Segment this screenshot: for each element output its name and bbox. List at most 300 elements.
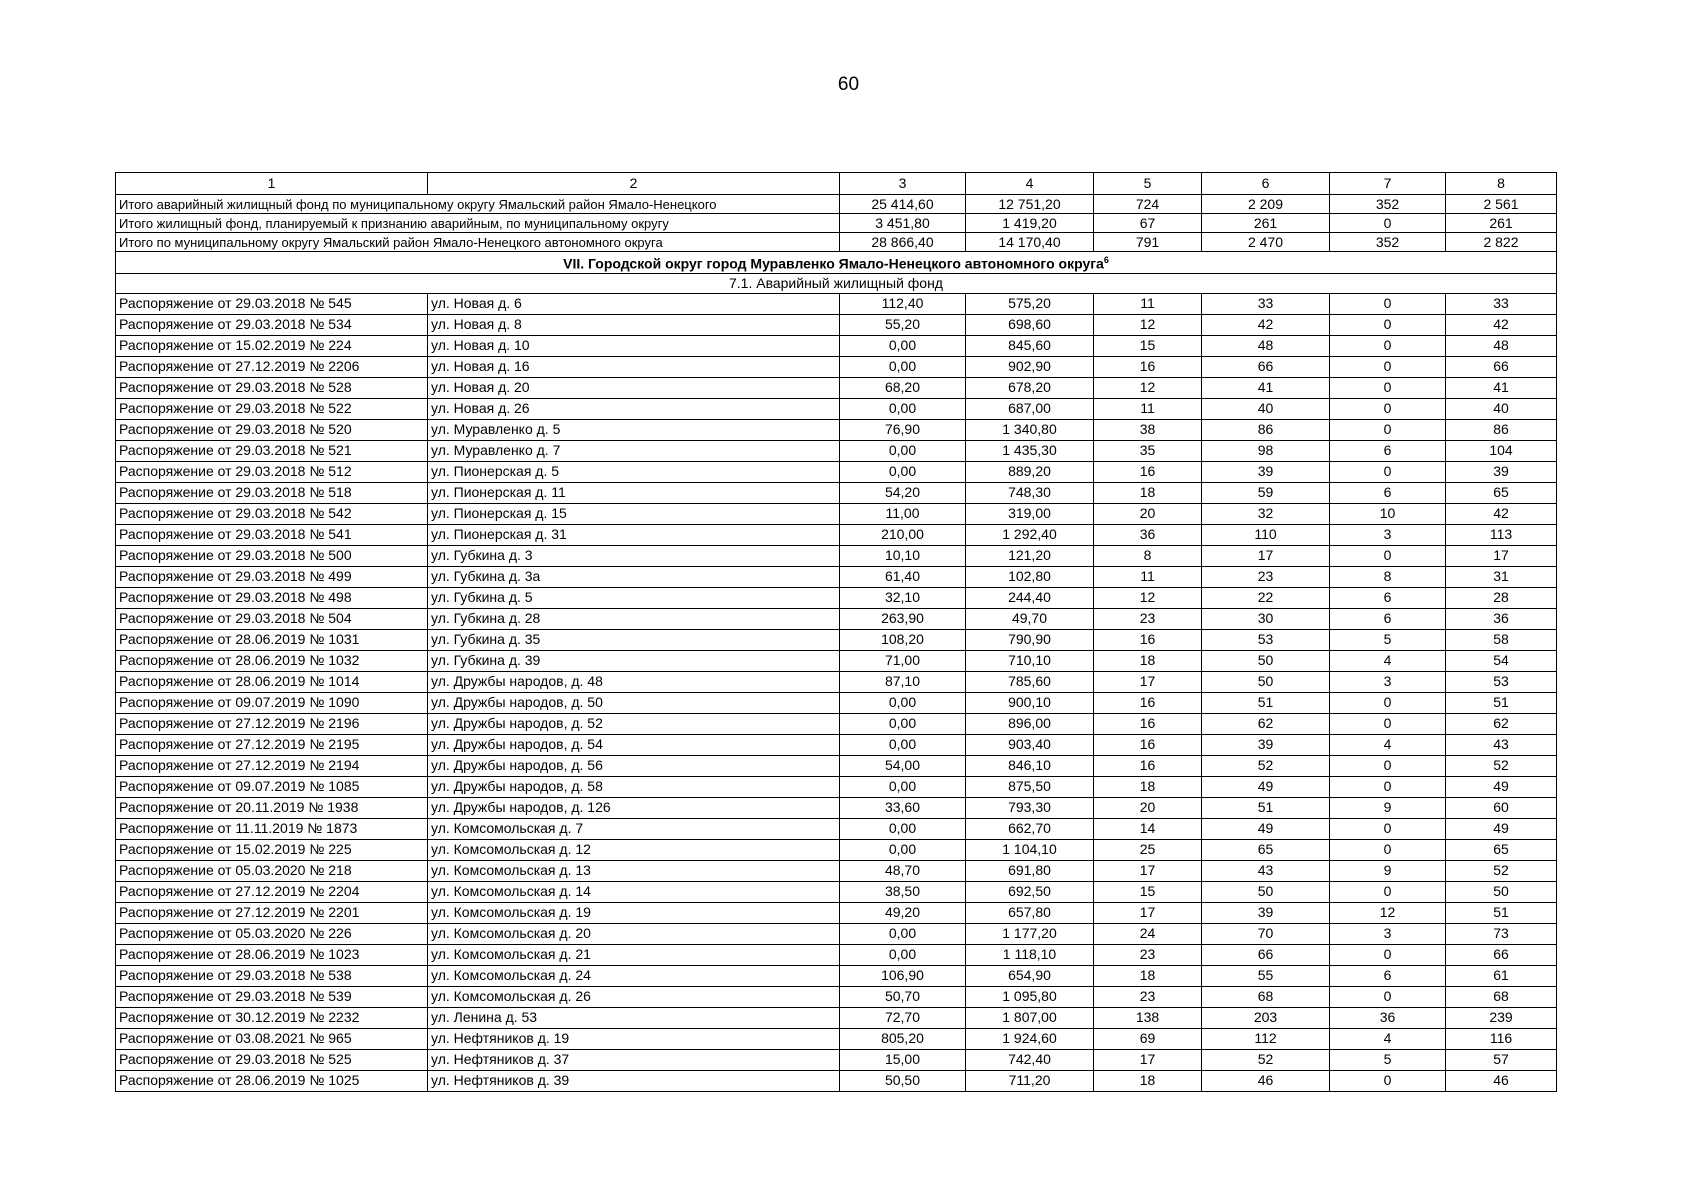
value-cell: 68 (1446, 986, 1557, 1007)
address-cell: ул. Комсомольская д. 19 (428, 902, 840, 923)
value-cell: 51 (1202, 692, 1330, 713)
table-row (116, 965, 1557, 986)
value-cell: 66 (1446, 944, 1557, 965)
summary-cell: 14 170,40 (966, 233, 1094, 252)
value-cell: 710,10 (966, 650, 1094, 671)
order-cell: Распоряжение от 29.03.2018 № 522 (116, 398, 428, 419)
table-row (116, 587, 1557, 608)
table-row (116, 776, 1557, 797)
address-cell: ул. Дружбы народов, д. 58 (428, 776, 840, 797)
address-cell: ул. Нефтяников д. 39 (428, 1070, 840, 1091)
order-cell: Распоряжение от 11.11.2019 № 1873 (116, 818, 428, 839)
address-cell: ул. Новая д. 8 (428, 314, 840, 335)
order-cell: Распоряжение от 05.03.2020 № 218 (116, 860, 428, 881)
value-cell: 0 (1330, 713, 1446, 734)
value-cell: 32 (1202, 503, 1330, 524)
value-cell: 39 (1446, 461, 1557, 482)
address-cell: ул. Дружбы народов, д. 56 (428, 755, 840, 776)
value-cell: 33,60 (840, 797, 966, 818)
order-cell: Распоряжение от 30.12.2019 № 2232 (116, 1007, 428, 1028)
value-cell: 51 (1446, 902, 1557, 923)
value-cell: 86 (1202, 419, 1330, 440)
value-cell: 15,00 (840, 1049, 966, 1070)
value-cell: 22 (1202, 587, 1330, 608)
order-cell: Распоряжение от 15.02.2019 № 224 (116, 335, 428, 356)
value-cell: 57 (1446, 1049, 1557, 1070)
value-cell: 846,10 (966, 755, 1094, 776)
value-cell: 40 (1202, 398, 1330, 419)
value-cell: 121,20 (966, 545, 1094, 566)
value-cell: 112 (1202, 1028, 1330, 1049)
order-cell: Распоряжение от 28.06.2019 № 1023 (116, 944, 428, 965)
value-cell: 0 (1330, 314, 1446, 335)
column-header: 4 (966, 173, 1094, 195)
value-cell: 0 (1330, 692, 1446, 713)
order-cell: Распоряжение от 29.03.2018 № 539 (116, 986, 428, 1007)
value-cell: 17 (1446, 545, 1557, 566)
value-cell: 68 (1202, 986, 1330, 1007)
value-cell: 102,80 (966, 566, 1094, 587)
address-cell: ул. Губкина д. 3а (428, 566, 840, 587)
order-cell: Распоряжение от 29.03.2018 № 520 (116, 419, 428, 440)
address-cell: ул. Дружбы народов, д. 54 (428, 734, 840, 755)
order-cell: Распоряжение от 29.03.2018 № 500 (116, 545, 428, 566)
value-cell: 0,00 (840, 839, 966, 860)
table-row (116, 755, 1557, 776)
order-cell: Распоряжение от 28.06.2019 № 1032 (116, 650, 428, 671)
value-cell: 18 (1094, 482, 1202, 503)
value-cell: 575,20 (966, 293, 1094, 314)
value-cell: 60 (1446, 797, 1557, 818)
value-cell: 23 (1094, 608, 1202, 629)
table-row (116, 944, 1557, 965)
table-row (116, 608, 1557, 629)
address-cell: ул. Новая д. 16 (428, 356, 840, 377)
order-cell: Распоряжение от 29.03.2018 № 534 (116, 314, 428, 335)
table-row (116, 440, 1557, 461)
value-cell: 12 (1094, 314, 1202, 335)
value-cell: 53 (1202, 629, 1330, 650)
value-cell: 10,10 (840, 545, 966, 566)
table-row (116, 356, 1557, 377)
value-cell: 1 177,20 (966, 923, 1094, 944)
summary-row (116, 214, 1557, 233)
value-cell: 691,80 (966, 860, 1094, 881)
table-row (116, 734, 1557, 755)
order-cell: Распоряжение от 29.03.2018 № 542 (116, 503, 428, 524)
order-cell: Распоряжение от 29.03.2018 № 528 (116, 377, 428, 398)
address-cell: ул. Ленина д. 53 (428, 1007, 840, 1028)
value-cell: 43 (1202, 860, 1330, 881)
value-cell: 903,40 (966, 734, 1094, 755)
summary-label: Итого аварийный жилищный фонд по муниципальному округу Ямальский район Ямало-Ненецкого (116, 195, 840, 214)
value-cell: 48,70 (840, 860, 966, 881)
value-cell: 20 (1094, 503, 1202, 524)
value-cell: 1 340,80 (966, 419, 1094, 440)
value-cell: 793,30 (966, 797, 1094, 818)
summary-cell: 791 (1094, 233, 1202, 252)
order-cell: Распоряжение от 29.03.2018 № 512 (116, 461, 428, 482)
value-cell: 38 (1094, 419, 1202, 440)
value-cell: 43 (1446, 734, 1557, 755)
value-cell: 59 (1202, 482, 1330, 503)
value-cell: 17 (1094, 860, 1202, 881)
value-cell: 40 (1446, 398, 1557, 419)
order-cell: Распоряжение от 28.06.2019 № 1014 (116, 671, 428, 692)
value-cell: 0,00 (840, 692, 966, 713)
summary-row (116, 233, 1557, 252)
value-cell: 41 (1446, 377, 1557, 398)
value-cell: 4 (1330, 650, 1446, 671)
value-cell: 30 (1202, 608, 1330, 629)
page-number: 60 (837, 74, 860, 95)
order-cell: Распоряжение от 28.06.2019 № 1025 (116, 1070, 428, 1091)
value-cell: 18 (1094, 965, 1202, 986)
value-cell: 12 (1330, 902, 1446, 923)
value-cell: 244,40 (966, 587, 1094, 608)
value-cell: 3 (1330, 923, 1446, 944)
summary-row (116, 195, 1557, 214)
value-cell: 39 (1202, 461, 1330, 482)
value-cell: 50,70 (840, 986, 966, 1007)
column-header: 5 (1094, 173, 1202, 195)
table-row (116, 1070, 1557, 1091)
value-cell: 0 (1330, 776, 1446, 797)
address-cell: ул. Дружбы народов, д. 126 (428, 797, 840, 818)
table-row (116, 1049, 1557, 1070)
value-cell: 0 (1330, 881, 1446, 902)
order-cell: Распоряжение от 29.03.2018 № 518 (116, 482, 428, 503)
value-cell: 3 (1330, 524, 1446, 545)
summary-label: Итого жилищный фонд, планируемый к признанию аварийным, по муниципальному округу (116, 214, 840, 233)
order-cell: Распоряжение от 27.12.2019 № 2201 (116, 902, 428, 923)
table-row (116, 860, 1557, 881)
value-cell: 65 (1202, 839, 1330, 860)
value-cell: 33 (1202, 293, 1330, 314)
address-cell: ул. Комсомольская д. 24 (428, 965, 840, 986)
value-cell: 319,00 (966, 503, 1094, 524)
value-cell: 5 (1330, 629, 1446, 650)
summary-cell: 2 470 (1202, 233, 1330, 252)
value-cell: 55 (1202, 965, 1330, 986)
value-cell: 48 (1446, 335, 1557, 356)
value-cell: 210,00 (840, 524, 966, 545)
value-cell: 1 435,30 (966, 440, 1094, 461)
value-cell: 58 (1446, 629, 1557, 650)
value-cell: 785,60 (966, 671, 1094, 692)
value-cell: 66 (1202, 944, 1330, 965)
section-heading-row (116, 252, 1557, 274)
value-cell: 49 (1446, 776, 1557, 797)
order-cell: Распоряжение от 15.02.2019 № 225 (116, 839, 428, 860)
table-row (116, 1007, 1557, 1028)
value-cell: 50,50 (840, 1070, 966, 1091)
value-cell: 104 (1446, 440, 1557, 461)
value-cell: 54,20 (840, 482, 966, 503)
address-cell: ул. Комсомольская д. 26 (428, 986, 840, 1007)
address-cell: ул. Губкина д. 39 (428, 650, 840, 671)
order-cell: Распоряжение от 09.07.2019 № 1090 (116, 692, 428, 713)
value-cell: 41 (1202, 377, 1330, 398)
table-row (116, 923, 1557, 944)
value-cell: 654,90 (966, 965, 1094, 986)
address-cell: ул. Губкина д. 28 (428, 608, 840, 629)
order-cell: Распоряжение от 09.07.2019 № 1085 (116, 776, 428, 797)
address-cell: ул. Нефтяников д. 37 (428, 1049, 840, 1070)
address-cell: ул. Муравленко д. 7 (428, 440, 840, 461)
value-cell: 0 (1330, 461, 1446, 482)
value-cell: 108,20 (840, 629, 966, 650)
address-cell: ул. Комсомольская д. 21 (428, 944, 840, 965)
value-cell: 711,20 (966, 1070, 1094, 1091)
value-cell: 1 807,00 (966, 1007, 1094, 1028)
value-cell: 845,60 (966, 335, 1094, 356)
value-cell: 54,00 (840, 755, 966, 776)
order-cell: Распоряжение от 27.12.2019 № 2194 (116, 755, 428, 776)
table-row (116, 398, 1557, 419)
column-header: 2 (428, 173, 840, 195)
order-cell: Распоряжение от 29.03.2018 № 504 (116, 608, 428, 629)
value-cell: 0 (1330, 377, 1446, 398)
value-cell: 18 (1094, 650, 1202, 671)
address-cell: ул. Комсомольская д. 12 (428, 839, 840, 860)
value-cell: 0,00 (840, 818, 966, 839)
value-cell: 61,40 (840, 566, 966, 587)
value-cell: 11 (1094, 566, 1202, 587)
value-cell: 46 (1446, 1070, 1557, 1091)
address-cell: ул. Пионерская д. 11 (428, 482, 840, 503)
order-cell: Распоряжение от 27.12.2019 № 2196 (116, 713, 428, 734)
value-cell: 0,00 (840, 356, 966, 377)
value-cell: 0 (1330, 1070, 1446, 1091)
value-cell: 50 (1202, 650, 1330, 671)
order-cell: Распоряжение от 27.12.2019 № 2195 (116, 734, 428, 755)
value-cell: 51 (1202, 797, 1330, 818)
order-cell: Распоряжение от 29.03.2018 № 521 (116, 440, 428, 461)
value-cell: 692,50 (966, 881, 1094, 902)
value-cell: 98 (1202, 440, 1330, 461)
address-cell: ул. Дружбы народов, д. 52 (428, 713, 840, 734)
value-cell: 0,00 (840, 335, 966, 356)
value-cell: 46 (1202, 1070, 1330, 1091)
value-cell: 657,80 (966, 902, 1094, 923)
value-cell: 31 (1446, 566, 1557, 587)
summary-cell: 2 561 (1446, 195, 1557, 214)
summary-cell: 28 866,40 (840, 233, 966, 252)
value-cell: 0 (1330, 398, 1446, 419)
value-cell: 6 (1330, 440, 1446, 461)
value-cell: 1 292,40 (966, 524, 1094, 545)
value-cell: 8 (1330, 566, 1446, 587)
summary-cell: 0 (1330, 214, 1446, 233)
value-cell: 239 (1446, 1007, 1557, 1028)
table-row (116, 524, 1557, 545)
value-cell: 17 (1094, 671, 1202, 692)
value-cell: 1 924,60 (966, 1028, 1094, 1049)
value-cell: 0 (1330, 986, 1446, 1007)
value-cell: 17 (1202, 545, 1330, 566)
value-cell: 33 (1446, 293, 1557, 314)
table-body (116, 173, 1557, 1092)
table-row (116, 902, 1557, 923)
value-cell: 0 (1330, 755, 1446, 776)
value-cell: 71,00 (840, 650, 966, 671)
value-cell: 0 (1330, 356, 1446, 377)
value-cell: 889,20 (966, 461, 1094, 482)
value-cell: 3 (1330, 671, 1446, 692)
value-cell: 0 (1330, 293, 1446, 314)
value-cell: 106,90 (840, 965, 966, 986)
address-cell: ул. Комсомольская д. 7 (428, 818, 840, 839)
value-cell: 113 (1446, 524, 1557, 545)
value-cell: 65 (1446, 482, 1557, 503)
table-row (116, 650, 1557, 671)
address-cell: ул. Комсомольская д. 20 (428, 923, 840, 944)
value-cell: 263,90 (840, 608, 966, 629)
address-cell: ул. Комсомольская д. 14 (428, 881, 840, 902)
value-cell: 6 (1330, 587, 1446, 608)
subsection-heading: 7.1. Аварийный жилищный фонд (116, 273, 1557, 293)
value-cell: 16 (1094, 734, 1202, 755)
value-cell: 66 (1446, 356, 1557, 377)
subsection-heading-row (116, 273, 1557, 293)
table-row (116, 797, 1557, 818)
section-footnote: 6 (1103, 255, 1109, 265)
value-cell: 16 (1094, 713, 1202, 734)
table-row (116, 818, 1557, 839)
value-cell: 39 (1202, 734, 1330, 755)
value-cell: 9 (1330, 860, 1446, 881)
value-cell: 42 (1446, 503, 1557, 524)
address-cell: ул. Нефтяников д. 19 (428, 1028, 840, 1049)
order-cell: Распоряжение от 20.11.2019 № 1938 (116, 797, 428, 818)
value-cell: 49 (1446, 818, 1557, 839)
value-cell: 20 (1094, 797, 1202, 818)
value-cell: 1 118,10 (966, 944, 1094, 965)
table-row (116, 566, 1557, 587)
summary-cell: 67 (1094, 214, 1202, 233)
table-row (116, 713, 1557, 734)
order-cell: Распоряжение от 27.12.2019 № 2206 (116, 356, 428, 377)
value-cell: 23 (1094, 944, 1202, 965)
value-cell: 10 (1330, 503, 1446, 524)
value-cell: 0,00 (840, 923, 966, 944)
value-cell: 698,60 (966, 314, 1094, 335)
value-cell: 68,20 (840, 377, 966, 398)
order-cell: Распоряжение от 29.03.2018 № 545 (116, 293, 428, 314)
value-cell: 16 (1094, 356, 1202, 377)
address-cell: ул. Пионерская д. 5 (428, 461, 840, 482)
table-row (116, 545, 1557, 566)
address-cell: ул. Новая д. 20 (428, 377, 840, 398)
value-cell: 16 (1094, 629, 1202, 650)
value-cell: 54 (1446, 650, 1557, 671)
summary-cell: 352 (1330, 195, 1446, 214)
value-cell: 11 (1094, 398, 1202, 419)
value-cell: 0 (1330, 839, 1446, 860)
value-cell: 53 (1446, 671, 1557, 692)
value-cell: 805,20 (840, 1028, 966, 1049)
section-heading (116, 252, 1557, 274)
value-cell: 72,70 (840, 1007, 966, 1028)
column-header: 6 (1202, 173, 1330, 195)
value-cell: 4 (1330, 734, 1446, 755)
value-cell: 8 (1094, 545, 1202, 566)
column-header: 1 (116, 173, 428, 195)
value-cell: 896,00 (966, 713, 1094, 734)
value-cell: 62 (1202, 713, 1330, 734)
value-cell: 662,70 (966, 818, 1094, 839)
value-cell: 18 (1094, 1070, 1202, 1091)
value-cell: 49 (1202, 818, 1330, 839)
value-cell: 24 (1094, 923, 1202, 944)
value-cell: 16 (1094, 755, 1202, 776)
value-cell: 39 (1202, 902, 1330, 923)
summary-cell: 724 (1094, 195, 1202, 214)
address-cell: ул. Комсомольская д. 13 (428, 860, 840, 881)
address-cell: ул. Пионерская д. 15 (428, 503, 840, 524)
value-cell: 50 (1202, 671, 1330, 692)
summary-cell: 1 419,20 (966, 214, 1094, 233)
housing-table (115, 172, 1557, 1092)
value-cell: 17 (1094, 1049, 1202, 1070)
address-cell: ул. Новая д. 6 (428, 293, 840, 314)
value-cell: 23 (1202, 566, 1330, 587)
value-cell: 5 (1330, 1049, 1446, 1070)
summary-label: Итого по муниципальному округу Ямальский район Ямало-Ненецкого автономного округа (116, 233, 840, 252)
value-cell: 1 104,10 (966, 839, 1094, 860)
value-cell: 18 (1094, 776, 1202, 797)
address-cell: ул. Губкина д. 35 (428, 629, 840, 650)
value-cell: 12 (1094, 377, 1202, 398)
value-cell: 875,50 (966, 776, 1094, 797)
table-row (116, 461, 1557, 482)
value-cell: 4 (1330, 1028, 1446, 1049)
value-cell: 742,40 (966, 1049, 1094, 1070)
order-cell: Распоряжение от 29.03.2018 № 525 (116, 1049, 428, 1070)
order-cell: Распоряжение от 28.06.2019 № 1031 (116, 629, 428, 650)
table-row (116, 881, 1557, 902)
value-cell: 50 (1202, 881, 1330, 902)
value-cell: 62 (1446, 713, 1557, 734)
address-cell: ул. Дружбы народов, д. 50 (428, 692, 840, 713)
summary-cell: 261 (1202, 214, 1330, 233)
order-cell: Распоряжение от 05.03.2020 № 226 (116, 923, 428, 944)
value-cell: 678,20 (966, 377, 1094, 398)
value-cell: 748,30 (966, 482, 1094, 503)
order-cell: Распоряжение от 29.03.2018 № 541 (116, 524, 428, 545)
value-cell: 0,00 (840, 461, 966, 482)
address-cell: ул. Дружбы народов, д. 48 (428, 671, 840, 692)
value-cell: 0 (1330, 944, 1446, 965)
value-cell: 0 (1330, 419, 1446, 440)
value-cell: 50 (1446, 881, 1557, 902)
table-row (116, 335, 1557, 356)
value-cell: 138 (1094, 1007, 1202, 1028)
value-cell: 16 (1094, 692, 1202, 713)
order-cell: Распоряжение от 29.03.2018 № 499 (116, 566, 428, 587)
value-cell: 1 095,80 (966, 986, 1094, 1007)
value-cell: 15 (1094, 335, 1202, 356)
table-row (116, 671, 1557, 692)
value-cell: 0 (1330, 545, 1446, 566)
value-cell: 76,90 (840, 419, 966, 440)
value-cell: 36 (1330, 1007, 1446, 1028)
value-cell: 110 (1202, 524, 1330, 545)
value-cell: 6 (1330, 608, 1446, 629)
address-cell: ул. Муравленко д. 5 (428, 419, 840, 440)
value-cell: 52 (1202, 1049, 1330, 1070)
